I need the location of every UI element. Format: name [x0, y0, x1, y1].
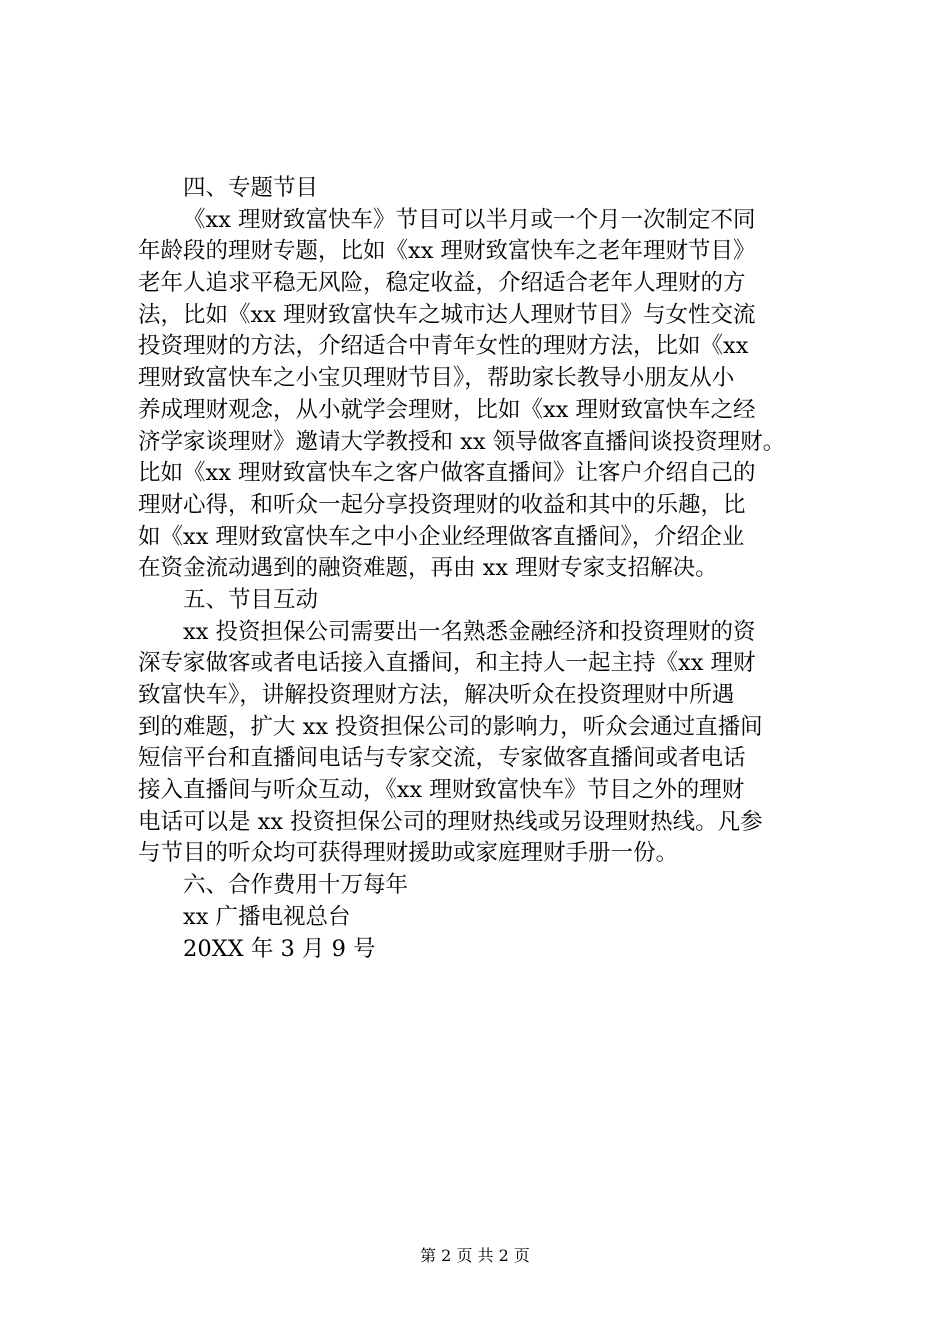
text-line: xx 投资担保公司需要出一名熟悉金融经济和投资理财的资	[183, 618, 756, 645]
text-line: 老年人追求平稳无风险，稳定收益，介绍适合老年人理财的方	[138, 270, 746, 297]
text-line: 投资理财的方法，介绍适合中青年女性的理财方法，比如《xx	[138, 333, 749, 360]
text-line: 到的难题，扩大 xx 投资担保公司的影响力，听众会通过直播间	[138, 713, 763, 740]
text-line: 接入直播间与听众互动，《xx 理财致富快车》节目之外的理财	[138, 777, 745, 804]
text-line: 如《xx 理财致富快车之中小企业经理做客直播间》，介绍企业	[138, 523, 745, 550]
text-line: 年龄段的理财专题，比如《xx 理财致富快车之老年理财节目》	[138, 238, 756, 265]
text-line: 济学家谈理财》邀请大学教授和 xx 领导做客直播间谈投资理财。	[138, 428, 786, 455]
text-line: 20XX 年 3 月 9 号	[183, 935, 376, 962]
text-line: 理财心得，和听众一起分享投资理财的收益和其中的乐趣，比	[138, 491, 746, 518]
text-line: 养成理财观念，从小就学会理财，比如《xx 理财致富快车之经	[138, 396, 756, 423]
text-line: 五、节目互动	[183, 586, 319, 613]
text-line: 理财致富快车之小宝贝理财节目》，帮助家长教导小朋友从小	[138, 365, 735, 392]
text-line: 六、合作费用十万每年	[183, 872, 409, 899]
text-line: 深专家做客或者电话接入直播间，和主持人一起主持《xx 理财	[138, 650, 756, 677]
text-line: 四、专题节目	[183, 175, 319, 201]
text-line: xx 广播电视总台	[183, 903, 351, 930]
text-line: 《xx 理财致富快车》节目可以半月或一个月一次制定不同	[183, 206, 756, 233]
text-line: 在资金流动遇到的融资难题，再由 xx 理财专家支招解决。	[138, 555, 718, 582]
text-line: 电话可以是 xx 投资担保公司的理财热线或另设理财热线。凡参	[138, 808, 763, 835]
text-line: 与节目的听众均可获得理财援助或家庭理财手册一份。	[138, 840, 679, 867]
text-line: 短信平台和直播间电话与专家交流，专家做客直播间或者电话	[138, 745, 746, 772]
text-line: 法，比如《xx 理财致富快车之城市达人理财节目》与女性交流	[138, 301, 756, 328]
document-body	[138, 173, 840, 965]
page-number-footer: 第 2 页 共 2 页	[420, 1246, 530, 1265]
text-line: 致富快车》，讲解投资理财方法，解决听众在投资理财中所遇	[138, 682, 735, 708]
text-line: 比如《xx 理财致富快车之客户做客直播间》让客户介绍自己的	[138, 460, 756, 487]
